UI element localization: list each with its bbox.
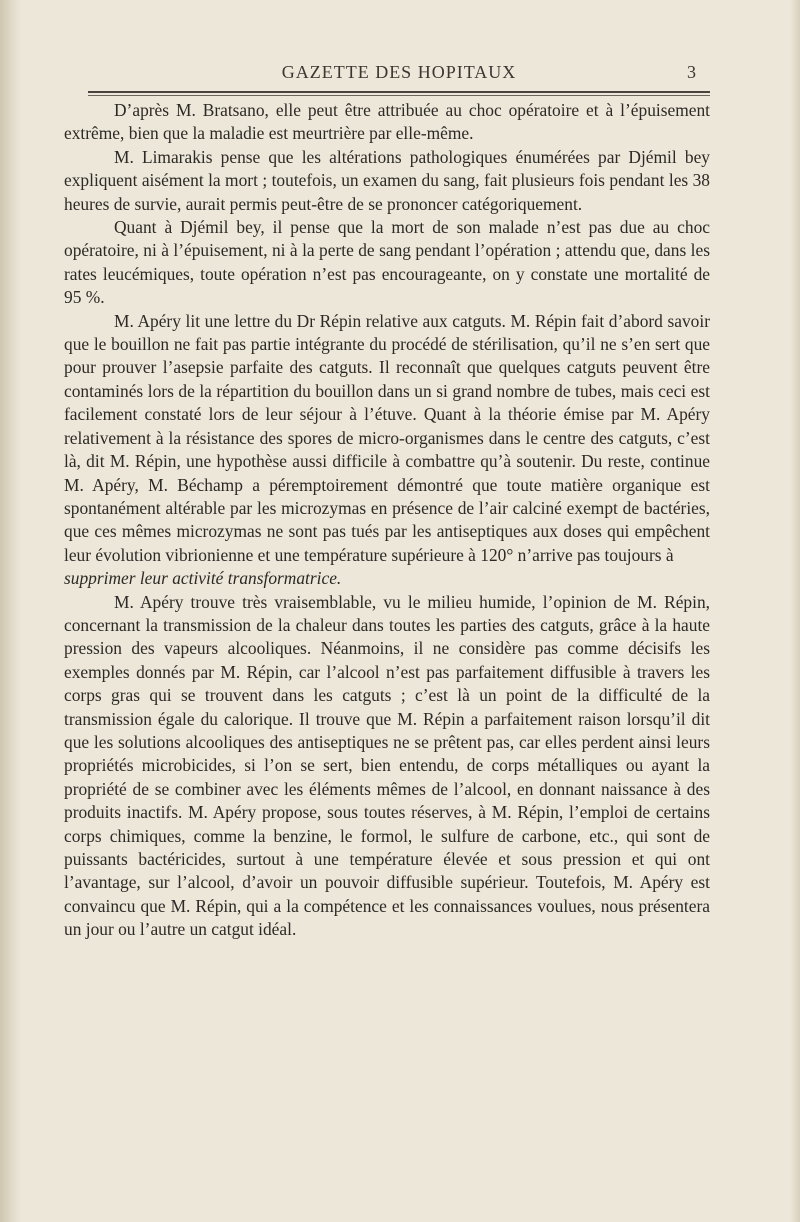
article-body — [64, 99, 710, 942]
paragraph-apery-opinion: M. Apéry trouve très vraisemblable, vu le milieu humide, l’opinion de M. Répin, concernant la transmission de la chaleur dans toutes les parties des catguts, grâce à la haute pression des vapeurs alcooliques. Néanmoins, il ne considère pas comme décisifs les exemples donnés par M. Répin, car l’alcool n’est pas parfaitement diffusible à travers les corps gras qui se trouvent dans les catguts ; c’est là un point de la difficulté de la transmission égale du calorique. Il trouve que M. Répin a parfaitement raison lorsqu’il dit que les solutions alcooliques des antiseptiques ne se prêtent pas, car elles perdent ainsi leurs propriétés microbicides, si l’on se sert, bien entendu, de corps métalliques ou ayant la propriété de se combiner avec les éléments mêmes de l’alcool, en donnant naissance à des produits inactifs. M. Apéry propose, sous toutes réserves, à M. Répin, l’emploi de certains corps chimiques, comme la benzine, le formol, le sulfure de carbone, etc., qui sont de puissants bactéricides, surtout à une température élevée et sous pression et qui ont l’avantage, sur l’alcool, d’avoir un pouvoir diffusible supérieur. Toutefois, M. Apéry est convaincu que M. Répin, qui a la compétence et les connaissances voulues, nous présentera un jour ou l’autre un catgut idéal. — [64, 591, 710, 940]
paragraph-apery-letter: M. Apéry lit une lettre du Dr Répin relative aux catguts. M. Répin fait d’abord savoir que le bouillon ne fait pas partie intégrante du procédé de stérilisation, qu’il ne s’en sert que pour prouver l’asepsie parfaite des catguts. Il reconnaît que quelques catguts peuvent être contaminés lors de la répartition du bouillon dans un si grand nombre de tubes, mais ceci est facilement constaté lors de leur séjour à l’étuve. Quant à la théorie émise par M. Apéry relativement à la résistance des spores de micro-organismes dans le centre des catguts, c’est là, dit M. Répin, une hypothèse aussi difficile à combattre qu’à soutenir. Du reste, continue M. Apéry, M. Béchamp a péremptoirement démontré que toute matière organique est spontanément altérable par les microzymas en présence de l’air calciné exempt de bactéries, que ces mêmes microzymas ne sont pas tués par les antiseptiques aux doses qui empêchent leur évolution vibrionienne et une température supérieure à 120° n’arrive pas toujours à — [64, 310, 710, 565]
journal-title: GAZETTE DES HOPITAUX — [281, 62, 517, 82]
running-header — [88, 62, 710, 88]
paragraph-italic-continuation: supprimer leur activité transformatrice. — [64, 568, 342, 589]
paragraph-bratsano: D’après M. Bratsano, elle peut être attribuée au choc opératoire et à l’épuisement extrême, bien que la maladie est meurtrière par elle-même. — [64, 100, 710, 144]
page-number: 3 — [687, 62, 696, 82]
header-rule-thin — [88, 95, 710, 96]
paragraph-limarakis: M. Limarakis pense que les altérations pathologiques énumérées par Djémil bey expliquent aisément la mort ; toutefois, un examen du sang, fait plusieurs fois pendant les 38 heures de survie, aurait permis peut-être de se prononcer catégoriquement. — [64, 146, 710, 214]
page-right-edge — [790, 0, 800, 1222]
paragraph-djemil-bey: Quant à Djémil bey, il pense que la mort de son malade n’est pas due au choc opératoire, ni à l’épuisement, ni à la perte de sang pendant l’opération ; attendu que, dans les rates leucémiques, toute opération n’est pas encourageante, on y constate une mortalité de 95 %. — [64, 217, 710, 308]
page-binding-edge — [0, 0, 22, 1222]
header-rule-thick — [88, 91, 710, 93]
